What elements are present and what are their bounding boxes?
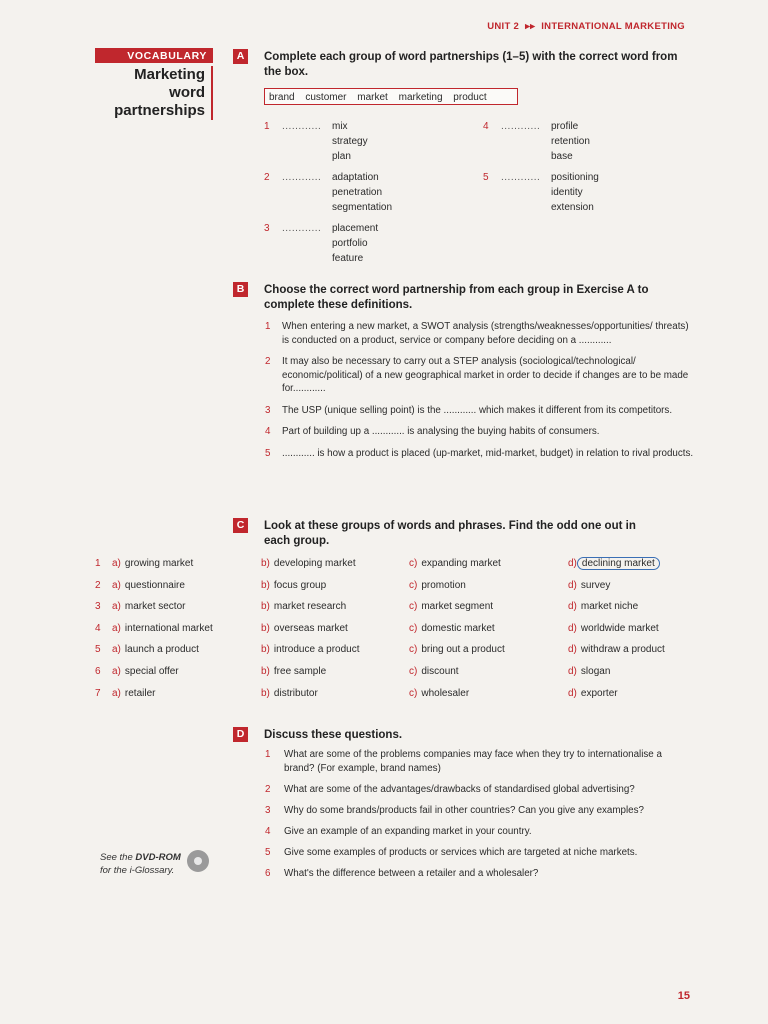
group-word: mix — [332, 121, 348, 132]
option-a[interactable] — [112, 686, 155, 702]
option-letter: d) — [568, 666, 577, 677]
item-text: ............ is how a product is placed (up-market, mid-market, budget) in relation to rival products. — [282, 447, 694, 459]
option-text: bring out a product — [421, 644, 505, 656]
group-number: 1 — [264, 121, 270, 132]
group-word: feature — [332, 253, 364, 264]
disc-icon — [187, 850, 209, 872]
item-text: What's the difference between a retailer and a wholesaler? — [284, 868, 539, 879]
option-text: overseas market — [273, 622, 348, 634]
group-number: 2 — [264, 172, 270, 183]
page-number: 15 — [677, 990, 690, 1002]
list-item — [264, 804, 694, 818]
option-text: declining market — [577, 557, 660, 570]
option-letter: a) — [112, 579, 121, 591]
group-word: penetration — [332, 187, 383, 198]
row-number: 4 — [95, 622, 101, 634]
item-text: Part of building up a ............ is analysing the buying habits of consumers. — [282, 426, 600, 437]
option-a[interactable] — [112, 599, 185, 615]
answer-blank[interactable]: ............ — [501, 121, 541, 132]
option-text: distributor — [273, 687, 318, 699]
option-letter: d) — [568, 644, 577, 656]
exercise-b-badge: B — [233, 282, 248, 297]
box-word: market — [357, 92, 388, 103]
option-text: wholesaler — [421, 687, 470, 699]
item-number: 4 — [265, 826, 271, 837]
list-item — [264, 355, 694, 396]
option-letter: b) — [261, 687, 270, 699]
group-number: 5 — [483, 172, 489, 183]
option-letter: c) — [409, 558, 418, 569]
group-word: portfolio — [332, 238, 368, 249]
option-b[interactable] — [261, 621, 348, 637]
row-number: 2 — [95, 579, 101, 591]
option-text: retailer — [124, 687, 156, 699]
option-text: expanding market — [421, 558, 501, 569]
option-text: withdraw a product — [580, 644, 665, 656]
option-b[interactable] — [261, 556, 356, 572]
item-text: Give an example of an expanding market in your country. — [284, 826, 532, 837]
group-word: positioning — [551, 172, 599, 183]
option-text: international market — [124, 622, 213, 634]
option-c[interactable] — [409, 686, 469, 702]
vocabulary-tag: VOCABULARY — [95, 48, 213, 63]
option-d[interactable] — [568, 621, 659, 637]
box-word: product — [453, 92, 487, 103]
option-a[interactable] — [112, 621, 213, 637]
exercise-d-badge: D — [233, 727, 248, 742]
group-number: 4 — [483, 121, 489, 132]
option-text: focus group — [273, 579, 327, 591]
vocabulary-heading — [95, 48, 213, 120]
exercise-b-title: Choose the correct word partnership from each group in Exercise A to complete these definitions. — [264, 284, 649, 311]
answer-blank[interactable]: ............ — [282, 223, 322, 234]
list-item — [264, 447, 694, 461]
item-text: The USP (unique selling point) is the ............ which makes it different from its competitors. — [282, 404, 673, 416]
item-number: 5 — [265, 847, 271, 858]
option-text: introduce a product — [273, 644, 360, 656]
option-letter: b) — [261, 644, 270, 656]
option-letter: c) — [409, 644, 418, 656]
item-number: 4 — [265, 426, 271, 437]
item-number: 5 — [265, 447, 271, 459]
option-letter: b) — [261, 558, 270, 569]
group-word: identity — [551, 187, 583, 198]
option-c[interactable] — [409, 578, 466, 594]
option-letter: c) — [409, 687, 418, 699]
option-d[interactable] — [568, 556, 660, 572]
table-row — [95, 599, 695, 615]
item-text: It may also be necessary to carry out a STEP analysis (sociological/technological/ economic/political) of a new geographical market in order to decide if changes are to be made for............ — [282, 356, 689, 394]
option-letter: a) — [112, 644, 121, 656]
row-number: 5 — [95, 644, 101, 656]
group-word: segmentation — [332, 202, 393, 213]
option-c[interactable] — [409, 621, 495, 637]
item-number: 2 — [265, 784, 271, 795]
exercise-c-title: Look at these groups of words and phrases. Find the odd one out in each group. — [264, 520, 636, 547]
group-number: 3 — [264, 223, 270, 234]
table-row — [95, 621, 695, 637]
option-d[interactable] — [568, 664, 610, 680]
option-text: promotion — [421, 579, 466, 591]
section-label: INTERNATIONAL MARKETING — [541, 21, 685, 32]
option-text: survey — [580, 579, 611, 591]
option-text: growing market — [124, 558, 194, 569]
option-letter: c) — [409, 622, 418, 634]
option-text: market niche — [580, 601, 639, 613]
option-text: free sample — [273, 666, 327, 677]
section-title-line-2: partnerships — [114, 102, 205, 119]
item-number: 6 — [265, 868, 271, 879]
box-word: brand — [269, 92, 295, 103]
item-number: 1 — [265, 321, 271, 332]
option-text: market research — [273, 601, 347, 613]
dvd-rom-note — [100, 851, 181, 877]
exercise-a-title: Complete each group of word partnerships (1–5) with the correct word from the box. — [264, 51, 678, 78]
group-word: placement — [332, 223, 379, 234]
option-b[interactable] — [261, 599, 346, 615]
item-number: 3 — [265, 805, 271, 816]
discussion-questions — [264, 748, 694, 888]
row-number: 7 — [95, 687, 101, 699]
option-a[interactable] — [112, 642, 199, 658]
list-item — [264, 825, 694, 839]
option-text: developing market — [273, 558, 356, 569]
option-text: market segment — [421, 601, 494, 613]
option-d[interactable] — [568, 578, 610, 594]
option-text: launch a product — [124, 644, 199, 656]
group-word: plan — [332, 151, 351, 162]
option-text: questionnaire — [124, 579, 185, 591]
list-item — [264, 425, 694, 439]
list-item — [264, 867, 694, 881]
exercise-d-title: Discuss these questions. — [264, 729, 403, 741]
option-b[interactable] — [261, 686, 318, 702]
section-title — [95, 66, 213, 120]
list-item — [264, 846, 694, 860]
option-letter: a) — [112, 687, 121, 699]
option-letter: b) — [261, 622, 270, 634]
exercise-c-badge: C — [233, 518, 248, 533]
word-box — [264, 88, 518, 105]
option-c[interactable] — [409, 556, 501, 572]
option-text: slogan — [580, 666, 611, 677]
option-letter: d) — [568, 601, 577, 613]
item-text: What are some of the problems companies may face when they try to internationalise a brand? (For example, brand names) — [284, 749, 662, 774]
definitions-list — [264, 320, 694, 468]
option-a[interactable] — [112, 556, 193, 572]
option-d[interactable] — [568, 686, 618, 702]
option-b[interactable] — [261, 578, 326, 594]
option-letter: a) — [112, 666, 121, 677]
option-text: worldwide market — [580, 622, 659, 634]
option-letter: a) — [112, 601, 121, 613]
dvd-note-prefix: See the — [100, 852, 136, 863]
option-letter: b) — [261, 579, 270, 591]
option-b[interactable] — [261, 664, 326, 680]
option-text: exporter — [580, 687, 618, 699]
box-word: marketing — [398, 92, 443, 103]
option-d[interactable] — [568, 599, 638, 615]
option-b[interactable] — [261, 642, 360, 658]
option-c[interactable] — [409, 664, 459, 680]
option-letter: b) — [261, 601, 270, 613]
option-letter: a) — [112, 558, 121, 569]
answer-blank[interactable]: ............ — [501, 172, 541, 183]
option-text: market sector — [124, 601, 186, 613]
group-word: base — [551, 151, 573, 162]
option-text: discount — [421, 666, 459, 677]
group-word: profile — [551, 121, 579, 132]
option-letter: d) — [568, 558, 577, 569]
list-item — [264, 783, 694, 797]
option-letter: d) — [568, 687, 577, 699]
option-letter: a) — [112, 622, 121, 634]
list-item — [264, 748, 694, 776]
item-text: What are some of the advantages/drawbacks of standardised global advertising? — [284, 784, 635, 795]
item-number: 3 — [265, 404, 271, 416]
answer-blank[interactable]: ............ — [282, 172, 322, 183]
group-word: strategy — [332, 136, 368, 147]
option-a[interactable] — [112, 578, 185, 594]
item-number: 2 — [265, 356, 271, 367]
table-row — [95, 686, 695, 702]
list-item — [264, 404, 694, 418]
option-text: domestic market — [421, 622, 495, 634]
item-text: When entering a new market, a SWOT analysis (strengths/weaknesses/opportunities/ threats) is conducted on a product, service or company before deciding on a ............ — [282, 321, 689, 346]
option-letter: d) — [568, 622, 577, 634]
section-title-line-1: Marketing word — [134, 66, 205, 101]
arrow-icon: ▸▸ — [525, 21, 536, 32]
answer-blank[interactable]: ............ — [282, 121, 322, 132]
row-number: 3 — [95, 601, 101, 613]
item-number: 1 — [265, 749, 271, 760]
group-word: adaptation — [332, 172, 379, 183]
box-word: customer — [305, 92, 347, 103]
dvd-rom-label: DVD-ROM — [135, 852, 181, 863]
option-text: special offer — [124, 666, 179, 677]
option-letter: b) — [261, 666, 270, 677]
option-letter: c) — [409, 666, 418, 677]
option-a[interactable] — [112, 664, 179, 680]
unit-header — [484, 21, 688, 32]
option-d[interactable] — [568, 642, 665, 658]
list-item — [264, 320, 694, 347]
group-word: extension — [551, 202, 594, 213]
item-text: Give some examples of products or services which are targeted at niche markets. — [284, 847, 638, 858]
group-word: retention — [551, 136, 590, 147]
table-row — [95, 556, 695, 572]
table-row — [95, 642, 695, 658]
row-number: 6 — [95, 666, 101, 677]
dvd-note-line-2: for the i-Glossary. — [100, 865, 175, 876]
row-number: 1 — [95, 558, 101, 569]
option-c[interactable] — [409, 642, 505, 658]
unit-label: UNIT 2 — [487, 21, 520, 32]
exercise-a-badge: A — [233, 49, 248, 64]
option-letter: c) — [409, 601, 418, 613]
item-text: Why do some brands/products fail in other countries? Can you give any examples? — [284, 805, 644, 816]
table-row — [95, 664, 695, 680]
table-row — [95, 578, 695, 594]
option-letter: c) — [409, 579, 418, 591]
option-letter: d) — [568, 579, 577, 591]
option-c[interactable] — [409, 599, 493, 615]
